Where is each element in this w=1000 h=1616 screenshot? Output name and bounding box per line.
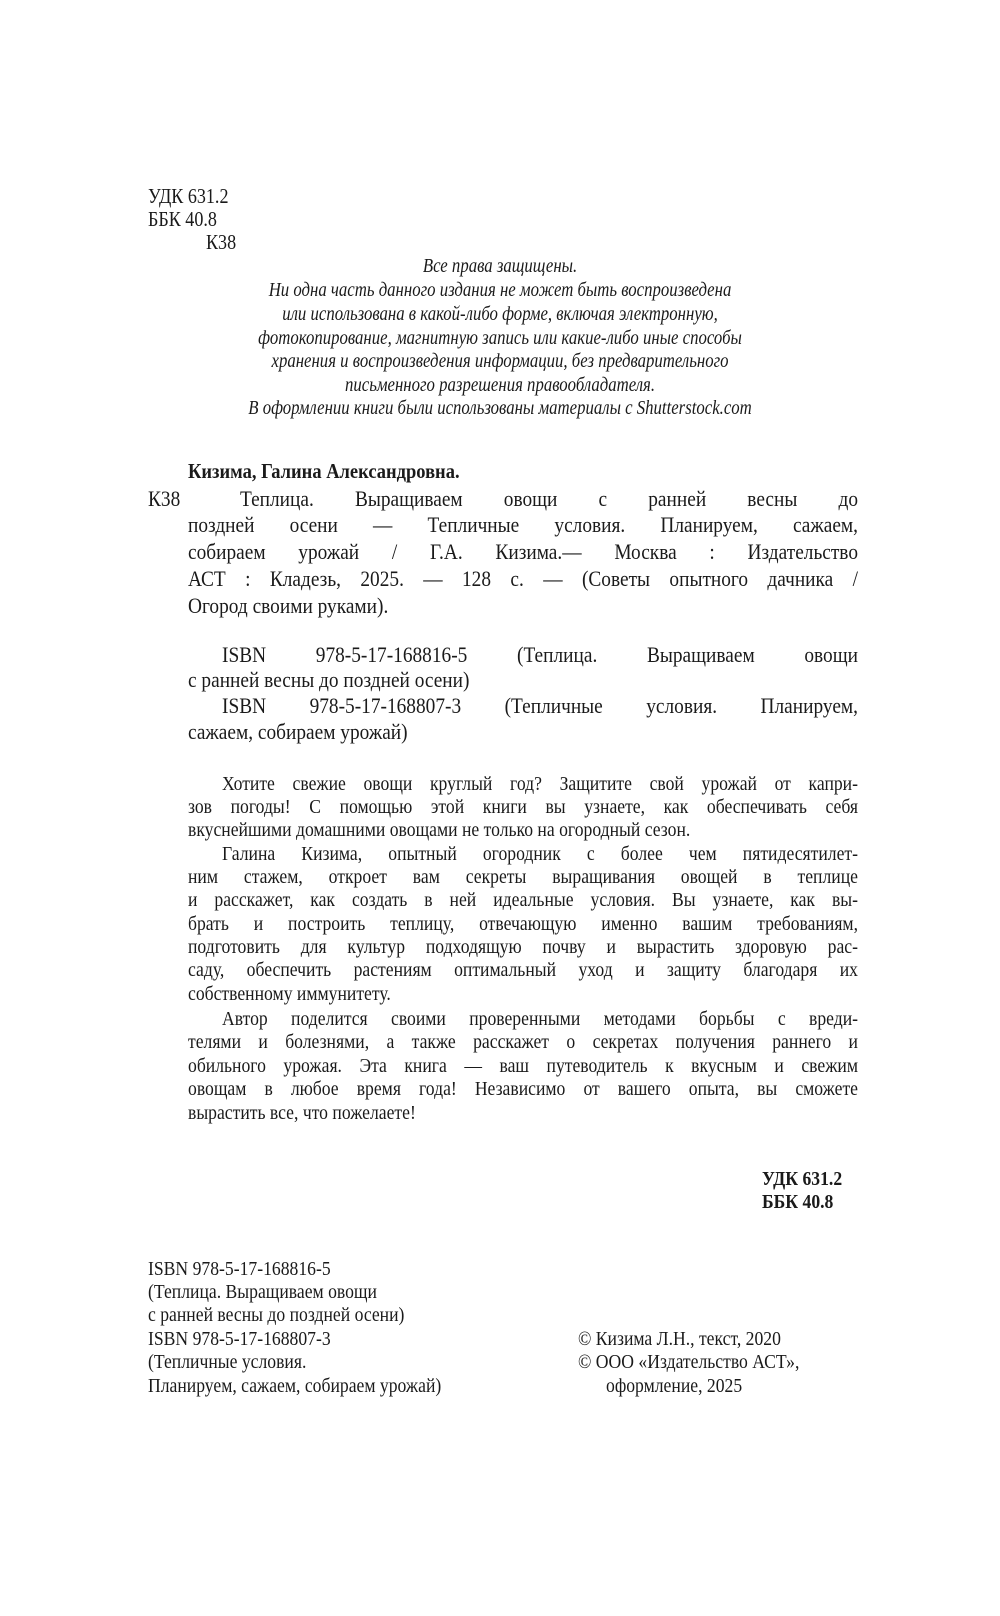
isbn-footer-line: ISBN 978-5-17-168807-3 <box>148 1327 331 1350</box>
classification-code: УДК 631.2 <box>762 1167 843 1190</box>
entry-index: К38 <box>148 485 181 511</box>
annotation-line: овощам в любое время года! Независимо от вашего опыта, вы сможете <box>188 1077 858 1100</box>
bibliographic-entry-line: АСТ : Кладезь, 2025. — 128 с. — (Советы опытного дачника / <box>188 565 858 591</box>
bibliographic-entry-line: Огород своими руками). <box>188 592 389 618</box>
isbn-entry-line: с ранней весны до поздней осени) <box>188 666 470 692</box>
bibliographic-entry-line: поздней осени — Тепличные условия. Планируем, сажаем, <box>188 511 858 537</box>
annotation-line: саду, обеспечить растениям оптимальный уход и защиту благодаря их <box>188 958 858 981</box>
annotation-line: ним стажем, откроет вам секреты выращивания овощей в теплице <box>188 865 858 888</box>
classification-line: УДК 631.2 <box>148 184 229 209</box>
isbn-footer-line: с ранней весны до поздней осени) <box>148 1303 405 1326</box>
annotation-line: Хотите свежие овощи круглый год? Защитите свой урожай от капри- <box>222 772 858 795</box>
annotation-line: Автор поделится своими проверенными методами борьбы с вреди- <box>222 1007 858 1030</box>
classification-line: К38 <box>206 230 237 255</box>
classification-line: ББК 40.8 <box>148 207 217 232</box>
copyright-line: оформление, 2025 <box>606 1374 743 1397</box>
isbn-footer-line: Планируем, сажаем, собираем урожай) <box>148 1374 442 1397</box>
rights-notice-line: хранения и воспроизведения информации, без предварительного <box>271 351 729 373</box>
annotation-line: собственному иммунитету. <box>188 982 391 1005</box>
annotation-line: телями и болезнями, а также расскажет о секретах получения раннего и <box>188 1030 858 1053</box>
rights-notice-line: Все права защищены. <box>422 256 578 278</box>
bibliographic-entry-line: собираем урожай / Г.А. Кизима.— Москва : Издательство <box>188 538 858 564</box>
rights-notice-line: или использована в какой-либо форме, включая электронную, <box>282 304 718 326</box>
annotation-line: зов погоды! С помощью этой книги вы узнаете, как обеспечивать себя <box>188 795 858 818</box>
isbn-footer-line: (Тепличные условия. <box>148 1350 307 1373</box>
entry-author: Кизима, Галина Александровна. <box>188 459 460 484</box>
rights-notice-line: фотокопирование, магнитную запись или какие-либо иные способы <box>258 328 742 350</box>
annotation-line: вырастить все, что пожелаете! <box>188 1101 416 1124</box>
isbn-footer-line: (Теплица. Выращиваем овощи <box>148 1280 377 1303</box>
annotation-line: брать и построить теплицу, отвечающую именно вашим требованиям, <box>188 912 858 935</box>
annotation-line: Галина Кизима, опытный огородник с более чем пятидесятилет- <box>222 842 858 865</box>
annotation-line: подготовить для культур подходящую почву и вырастить здоровую рас- <box>188 935 858 958</box>
copyright-line: © ООО «Издательство АСТ», <box>578 1350 800 1373</box>
annotation-line: обильного урожая. Эта книга — ваш путеводитель к вкусным и свежим <box>188 1054 858 1077</box>
isbn-entry-line: сажаем, собираем урожай) <box>188 718 408 744</box>
rights-notice-line: письменного разрешения правообладателя. <box>344 375 656 397</box>
annotation-line: вкуснейшими домашними овощами не только на огородный сезон. <box>188 818 691 841</box>
copyright-line: © Кизима Л.Н., текст, 2020 <box>578 1327 781 1350</box>
annotation-line: и расскажет, как создать в ней идеальные условия. Вы узнаете, как вы- <box>188 888 858 911</box>
classification-code: ББК 40.8 <box>762 1190 834 1213</box>
isbn-entry-line: ISBN 978-5-17-168807-3 (Тепличные условия. Планируем, <box>222 692 858 718</box>
isbn-footer-line: ISBN 978-5-17-168816-5 <box>148 1257 331 1280</box>
bibliographic-entry-line: Теплица. Выращиваем овощи с ранней весны до <box>240 485 858 511</box>
rights-notice-line: В оформлении книги были использованы материалы с Shutterstock.com <box>248 398 752 420</box>
isbn-entry-line: ISBN 978-5-17-168816-5 (Теплица. Выращиваем овощи <box>222 641 858 667</box>
rights-notice-line: Ни одна часть данного издания не может быть воспроизведена <box>268 280 732 302</box>
